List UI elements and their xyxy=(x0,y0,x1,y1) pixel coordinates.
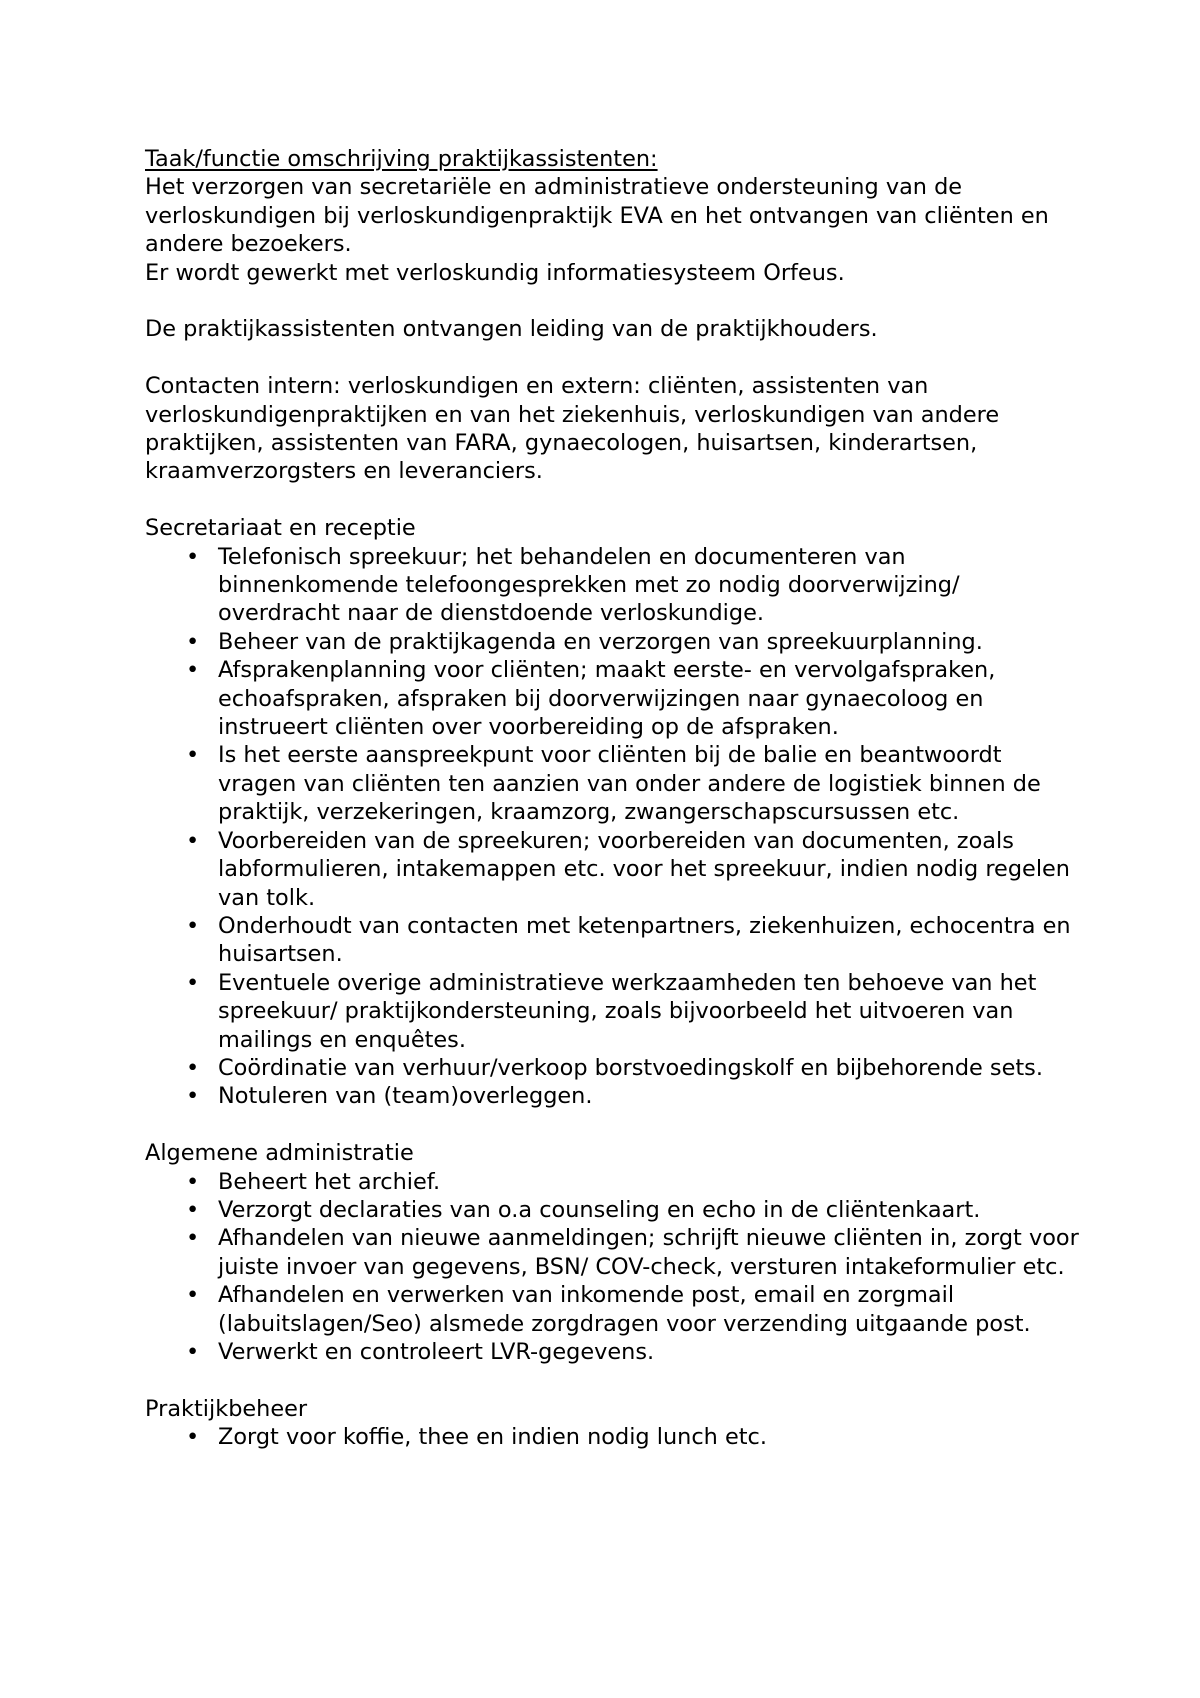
blank-line xyxy=(145,344,1085,372)
list-item-text: Beheert het archief. xyxy=(218,1168,441,1195)
list-item-text: Afhandelen van nieuwe aanmeldingen; schrijft nieuwe cliënten in, zorgt voor juiste invoer van gegevens, BSN/ COV-check, versturen intakeformulier etc. xyxy=(218,1225,1079,1280)
list-item xyxy=(145,1423,1085,1451)
section-heading: Algemene administratie xyxy=(145,1140,414,1167)
bullet-icon: • xyxy=(186,1424,200,1451)
blank-line xyxy=(145,486,1085,514)
list-item xyxy=(145,1338,1085,1366)
bullet-icon: • xyxy=(186,1282,200,1309)
list-item-text: Beheer van de praktijkagenda en verzorgen van spreekuurplanning. xyxy=(218,628,983,655)
list-item-text: Zorgt voor koffie, thee en indien nodig lunch etc. xyxy=(218,1424,767,1451)
list-item-text: Eventuele overige administratieve werkzaamheden ten behoeve van het spreekuur/ praktijkondersteuning, zoals bijvoorbeeld het uitvoeren van mailings en enquêtes. xyxy=(218,969,1037,1053)
bullet-icon: • xyxy=(186,912,200,939)
list-item xyxy=(145,741,1085,826)
list-item xyxy=(145,1281,1085,1338)
bullet-icon: • xyxy=(186,657,200,684)
section-praktijkbeheer xyxy=(145,1395,1085,1452)
list-item xyxy=(145,628,1085,656)
list-item xyxy=(145,1168,1085,1196)
list-item xyxy=(145,1196,1085,1224)
bullet-icon: • xyxy=(186,1083,200,1110)
bullet-icon: • xyxy=(186,1339,200,1365)
bullet-icon: • xyxy=(186,1196,200,1223)
bullet-list xyxy=(145,543,1085,1111)
list-item xyxy=(145,656,1085,741)
list-item xyxy=(145,912,1085,969)
bullet-list xyxy=(145,1168,1085,1367)
list-item-text: Notuleren van (team)overleggen. xyxy=(218,1083,593,1110)
bullet-icon: • xyxy=(186,543,200,570)
list-item xyxy=(145,543,1085,628)
bullet-icon: • xyxy=(186,1168,200,1195)
intro-paragraph: Het verzorgen van secretariële en administratieve ondersteuning van de verloskundigen bij verloskundigenpraktijk EVA en het ontvangen van cliënten en andere bezoekers. xyxy=(145,174,1049,258)
list-item xyxy=(145,1054,1085,1082)
bullet-icon: • xyxy=(186,969,200,996)
list-item-text: Verzorgt declaraties van o.a counseling en echo in de cliëntenkaart. xyxy=(218,1196,981,1223)
list-item-text: Onderhoudt van contacten met ketenpartners, ziekenhuizen, echocentra en huisartsen. xyxy=(218,912,1071,968)
list-item xyxy=(145,1082,1085,1110)
document-page xyxy=(145,145,1085,1452)
document-title xyxy=(145,145,1085,173)
list-item xyxy=(145,969,1085,1054)
list-item-text: Coördinatie van verhuur/verkoop borstvoedingskolf en bijbehorende sets. xyxy=(218,1054,1043,1081)
bullet-list xyxy=(145,1423,1085,1451)
bullet-icon: • xyxy=(186,628,200,655)
list-item-text: Telefonisch spreekuur; het behandelen en documenteren van binnenkomende telefoongesprekken met zo nodig doorverwijzing/ overdracht naar de dienstdoende verloskundige. xyxy=(218,543,960,627)
section-administratie xyxy=(145,1139,1085,1366)
bullet-icon: • xyxy=(186,827,200,854)
bullet-icon: • xyxy=(186,742,200,769)
section-secretariaat xyxy=(145,514,1085,1111)
leadership-paragraph: De praktijkassistenten ontvangen leiding van de praktijkhouders. xyxy=(145,316,878,343)
blank-line xyxy=(145,287,1085,315)
list-item-text: Afhandelen en verwerken van inkomende post, email en zorgmail (labuitslagen/Seo) alsmede zorgdragen voor verzending uitgaande post. xyxy=(218,1282,1031,1337)
list-item-text: Verwerkt en controleert LVR-gegevens. xyxy=(218,1339,655,1365)
section-heading: Praktijkbeheer xyxy=(145,1395,308,1422)
blank-line xyxy=(145,1366,1085,1394)
title-text: Taak/functie omschrijving praktijkassistenten: xyxy=(145,146,658,172)
bullet-icon: • xyxy=(186,1225,200,1252)
section-heading: Secretariaat en receptie xyxy=(145,515,416,542)
list-item xyxy=(145,827,1085,912)
bullet-icon: • xyxy=(186,1054,200,1081)
system-paragraph: Er wordt gewerkt met verloskundig informatiesysteem Orfeus. xyxy=(145,259,845,286)
list-item xyxy=(145,1224,1085,1281)
contacts-paragraph: Contacten intern: verloskundigen en extern: cliënten, assistenten van verloskundigenpraktijken en van het ziekenhuis, verloskundigen van andere praktijken, assistenten van FARA, gynaecologen, huisartsen, kinderartsen, kraamverzorgsters en leveranciers. xyxy=(145,373,1000,485)
list-item-text: Voorbereiden van de spreekuren; voorbereiden van documenten, zoals labformulieren, intakemappen etc. voor het spreekuur, indien nodig regelen van tolk. xyxy=(218,827,1071,911)
list-item-text: Is het eerste aanspreekpunt voor cliënten bij de balie en beantwoordt vragen van cliënten ten aanzien van onder andere de logistiek binnen de praktijk, verzekeringen, kraamzorg, zwangerschapscursussen etc. xyxy=(218,742,1041,826)
list-item-text: Afsprakenplanning voor cliënten; maakt eerste- en vervolgafspraken, echoafspraken, afspraken bij doorverwijzingen naar gynaecoloog en instrueert cliënten over voorbereiding op de afspraken. xyxy=(218,657,996,741)
blank-line xyxy=(145,1111,1085,1139)
